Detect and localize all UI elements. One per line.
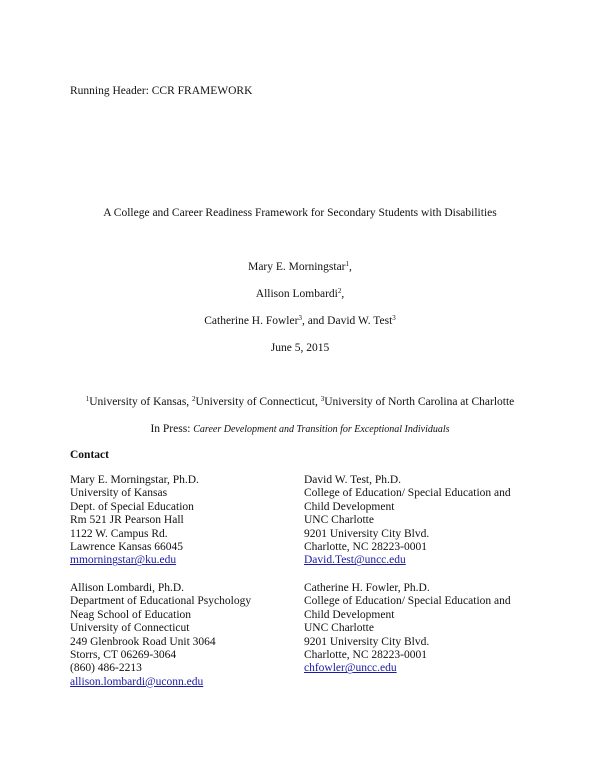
author-line-3 (0, 315, 600, 329)
contact-line: Storrs, CT 06269-3064 (70, 649, 177, 662)
affiliation: University of Kansas, (89, 396, 193, 408)
author-name: Mary E. Morningstar (248, 261, 346, 273)
paper-title: A College and Career Readiness Framework for Secondary Students with Disabilities (103, 207, 497, 219)
contact-line: 9201 University City Blvd. (304, 635, 430, 648)
contact-line: Child Development (304, 500, 395, 513)
contact-line: University of Kansas (70, 487, 168, 500)
contact-line: UNC Charlotte (304, 622, 374, 635)
contact-line: 249 Glenbrook Road Unit 3064 (70, 635, 216, 648)
author-separator: , and David W. Test (301, 315, 393, 327)
contact-line: College of Education/ Special Education and (304, 595, 511, 608)
affil-marker: 1 (85, 395, 90, 403)
contact-heading: Contact (70, 449, 109, 461)
contact-line: Child Development (304, 608, 395, 621)
author-line-1 (0, 261, 600, 275)
contact-line: (860) 486-2213 (70, 662, 142, 675)
contact-line: Mary E. Morningstar, Ph.D. (70, 474, 199, 486)
contact-block-test (304, 474, 511, 568)
contact-line: UNC Charlotte (304, 514, 374, 527)
contact-block-morningstar (70, 474, 199, 568)
journal-name: Career Development and Transition for Exceptional Individuals (193, 424, 450, 435)
contact-line: Charlotte, NC 28223-0001 (304, 541, 427, 554)
running-header: Running Header: CCR FRAMEWORK (70, 85, 253, 97)
contact-line: Catherine H. Fowler, Ph.D. (304, 582, 430, 594)
author-name: Catherine H. Fowler (204, 315, 299, 327)
contact-block-fowler (304, 582, 511, 676)
email-link[interactable]: mmorningstar@ku.edu (70, 554, 177, 567)
contact-line: Lawrence Kansas 66045 (70, 541, 184, 554)
in-press-label: In Press: (150, 423, 194, 435)
contact-line: David W. Test, Ph.D. (304, 474, 402, 486)
contact-line: Allison Lombardi, Ph.D. (70, 582, 185, 594)
affiliations (0, 396, 600, 410)
contact-line: Department of Educational Psychology (70, 595, 252, 608)
author-affil-marker: 2 (337, 287, 342, 295)
author-affil-marker: 3 (298, 314, 302, 322)
affil-marker: 2 (192, 395, 196, 403)
contact-line: University of Connecticut (70, 622, 190, 635)
contact-line: 1122 W. Campus Rd. (70, 527, 168, 540)
author-line-2 (0, 288, 600, 302)
author-affil-marker: 1 (345, 260, 350, 268)
contact-line: Neag School of Education (70, 608, 192, 621)
contact-line: Rm 521 JR Pearson Hall (70, 514, 184, 527)
affil-marker: 3 (320, 395, 325, 403)
email-link[interactable]: David.Test@uncc.edu (304, 554, 406, 567)
author-affil-marker: 3 (392, 314, 396, 322)
affiliation: University of North Carolina at Charlotte (324, 396, 515, 408)
email-link[interactable]: allison.lombardi@uconn.edu (70, 675, 204, 688)
contact-line: Dept. of Special Education (70, 500, 194, 513)
contact-line: College of Education/ Special Education and (304, 487, 511, 500)
email-link[interactable]: chfowler@uncc.edu (304, 662, 397, 675)
contact-block-lombardi (70, 582, 251, 689)
contact-line: 9201 University City Blvd. (304, 527, 430, 540)
author-separator: , (349, 261, 352, 273)
author-name: Allison Lombardi (255, 288, 338, 300)
affiliation: University of Connecticut, (195, 396, 321, 408)
in-press-line (0, 423, 600, 437)
author-separator: , (341, 288, 345, 300)
date: June 5, 2015 (270, 342, 330, 354)
contact-line: Charlotte, NC 28223-0001 (304, 649, 427, 662)
